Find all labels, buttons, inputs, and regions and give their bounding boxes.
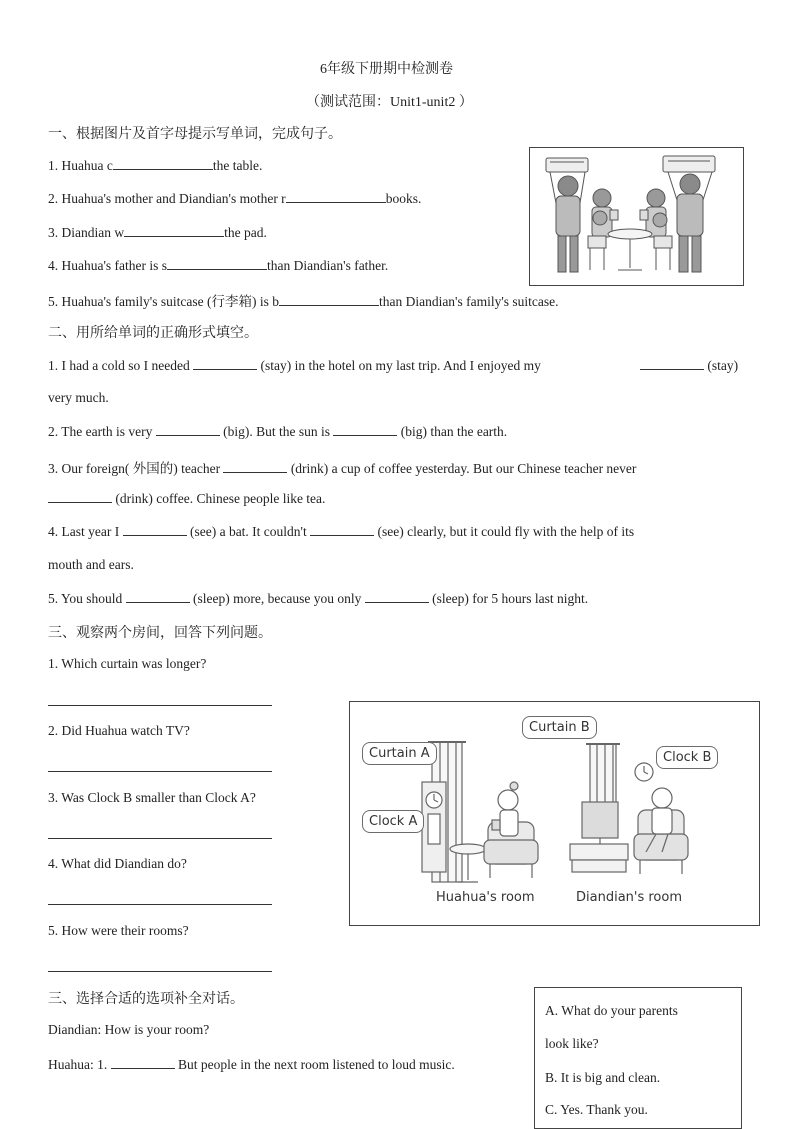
answer-blank[interactable] <box>126 590 190 603</box>
answer-blank[interactable] <box>124 224 224 237</box>
answer-blank[interactable] <box>111 1056 175 1069</box>
caption-diandian-room: Diandian's room <box>576 890 683 905</box>
s1-item-2-text: 2. Huahua's mother and Diandian's mother r <box>48 191 286 206</box>
page-title: 6年级下册期中检测卷 <box>320 62 453 77</box>
answer-line[interactable] <box>48 705 272 706</box>
s2-q4-text: 4. Last year I <box>48 524 120 539</box>
s2-q3-text-3: (drink) coffee. Chinese people like tea. <box>115 491 326 506</box>
s1-item-4 <box>48 257 388 274</box>
s2-q3-text-2: (drink) a cup of coffee yesterday. But our Chinese teacher never <box>290 461 637 476</box>
s1-item-4-tail: than Diandian's father. <box>267 258 389 273</box>
s1-item-3-tail: the pad. <box>224 225 267 240</box>
s1-item-3-text: 3. Diandian w <box>48 225 125 240</box>
choice-b: B. It is big and clean. <box>545 1070 661 1085</box>
s2-q5-text: 5. You should <box>48 591 123 606</box>
s2-q5-text-3: (sleep) for 5 hours last night. <box>432 591 589 606</box>
section3-heading: 三、观察两个房间，回答下列问题。 <box>48 625 272 641</box>
s1-item-1-tail: the table. <box>212 158 263 173</box>
label-clock-b: Clock B <box>656 746 718 769</box>
s1-item-2 <box>48 190 421 207</box>
s1-item-4-text: 4. Huahua's father is s <box>48 258 168 273</box>
section4-heading: 三、选择合适的选项补全对话。 <box>48 991 244 1007</box>
s2-item-1-line2: very much. <box>48 390 109 405</box>
dialogue-line-2 <box>48 1056 455 1073</box>
answer-blank[interactable] <box>286 190 386 203</box>
answer-blank[interactable] <box>123 523 187 536</box>
s3-question-2: 2. Did Huahua watch TV? <box>48 723 190 738</box>
dialogue-speaker: Huahua: 1. <box>48 1057 108 1072</box>
answer-line[interactable] <box>48 771 272 772</box>
s2-item-3-line2 <box>48 490 325 507</box>
dialogue-line-1: Diandian: How is your room? <box>48 1022 210 1037</box>
s1-item-2-tail: books. <box>385 191 422 206</box>
s2-item-4-line1 <box>48 523 634 540</box>
dialogue-text: But people in the next room listened to loud music. <box>177 1057 455 1072</box>
answer-blank[interactable] <box>365 590 429 603</box>
page-subtitle: （测试范围：Unit1-unit2 ） <box>306 95 473 110</box>
caption-huahua-room: Huahua's room <box>436 890 535 905</box>
choice-a-cont: look like? <box>545 1036 599 1051</box>
s2-q2-text: 2. The earth is very <box>48 424 153 439</box>
s2-q2-text-2: (big). But the sun is <box>223 424 330 439</box>
s1-item-5-text: 5. Huahua's family's suitcase (行李箱) is b <box>48 294 279 309</box>
s1-item-5 <box>48 290 559 310</box>
answer-line[interactable] <box>48 971 272 972</box>
choice-c: C. Yes. Thank you. <box>545 1102 648 1117</box>
answer-blank[interactable] <box>113 157 213 170</box>
answer-blank[interactable] <box>640 357 704 370</box>
label-curtain-b: Curtain B <box>522 716 597 739</box>
s2-q1-text-3: (stay) <box>707 358 739 373</box>
s3-question-3: 3. Was Clock B smaller than Clock A? <box>48 790 256 805</box>
s3-question-4: 4. What did Diandian do? <box>48 856 187 871</box>
choice-a: A. What do your parents <box>545 1003 678 1018</box>
s1-item-5-tail: than Diandian's family's suitcase. <box>378 294 559 309</box>
answer-blank[interactable] <box>193 357 257 370</box>
s2-item-2 <box>48 423 507 440</box>
s2-item-4-line2: mouth and ears. <box>48 557 134 572</box>
rooms-illustration <box>349 701 760 926</box>
answer-line[interactable] <box>48 904 272 905</box>
s1-item-3 <box>48 224 267 241</box>
s2-q1-text-2: (stay) in the hotel on my last trip. And I enjoyed my <box>260 358 541 373</box>
answer-blank[interactable] <box>223 460 287 473</box>
answer-blank[interactable] <box>156 423 220 436</box>
family-reading-illustration <box>529 147 744 286</box>
answer-line[interactable] <box>48 838 272 839</box>
s2-item-1-line1 <box>48 357 541 374</box>
answer-blank[interactable] <box>333 423 397 436</box>
s2-item-5 <box>48 590 588 607</box>
s2-q2-text-3: (big) than the earth. <box>400 424 508 439</box>
family-reading-illustration-svg <box>530 148 743 285</box>
s2-item-1-end <box>640 357 738 374</box>
section1-heading: 一、根据图片及首字母提示写单词，完成句子。 <box>48 126 342 142</box>
s1-item-1-text: 1. Huahua c <box>48 158 113 173</box>
label-curtain-a: Curtain A <box>362 742 437 765</box>
s2-q5-text-2: (sleep) more, because you only <box>193 591 362 606</box>
s2-q4-text-3: (see) clearly, but it could fly with the help of its <box>377 524 635 539</box>
s2-q3-text: 3. Our foreign( 外国的) teacher <box>48 461 221 476</box>
label-clock-a: Clock A <box>362 810 424 833</box>
s3-question-1: 1. Which curtain was longer? <box>48 656 207 671</box>
choices-box <box>534 987 742 1129</box>
s2-q4-text-2: (see) a bat. It couldn't <box>189 524 307 539</box>
s2-q1-text: 1. I had a cold so I needed <box>48 358 190 373</box>
answer-blank[interactable] <box>167 257 267 270</box>
section2-heading: 二、用所给单词的正确形式填空。 <box>48 325 258 341</box>
s1-item-1 <box>48 157 262 174</box>
s2-item-3-line1 <box>48 457 636 477</box>
s3-question-5: 5. How were their rooms? <box>48 923 189 938</box>
answer-blank[interactable] <box>310 523 374 536</box>
answer-blank[interactable] <box>48 490 112 503</box>
answer-blank[interactable] <box>279 293 379 306</box>
